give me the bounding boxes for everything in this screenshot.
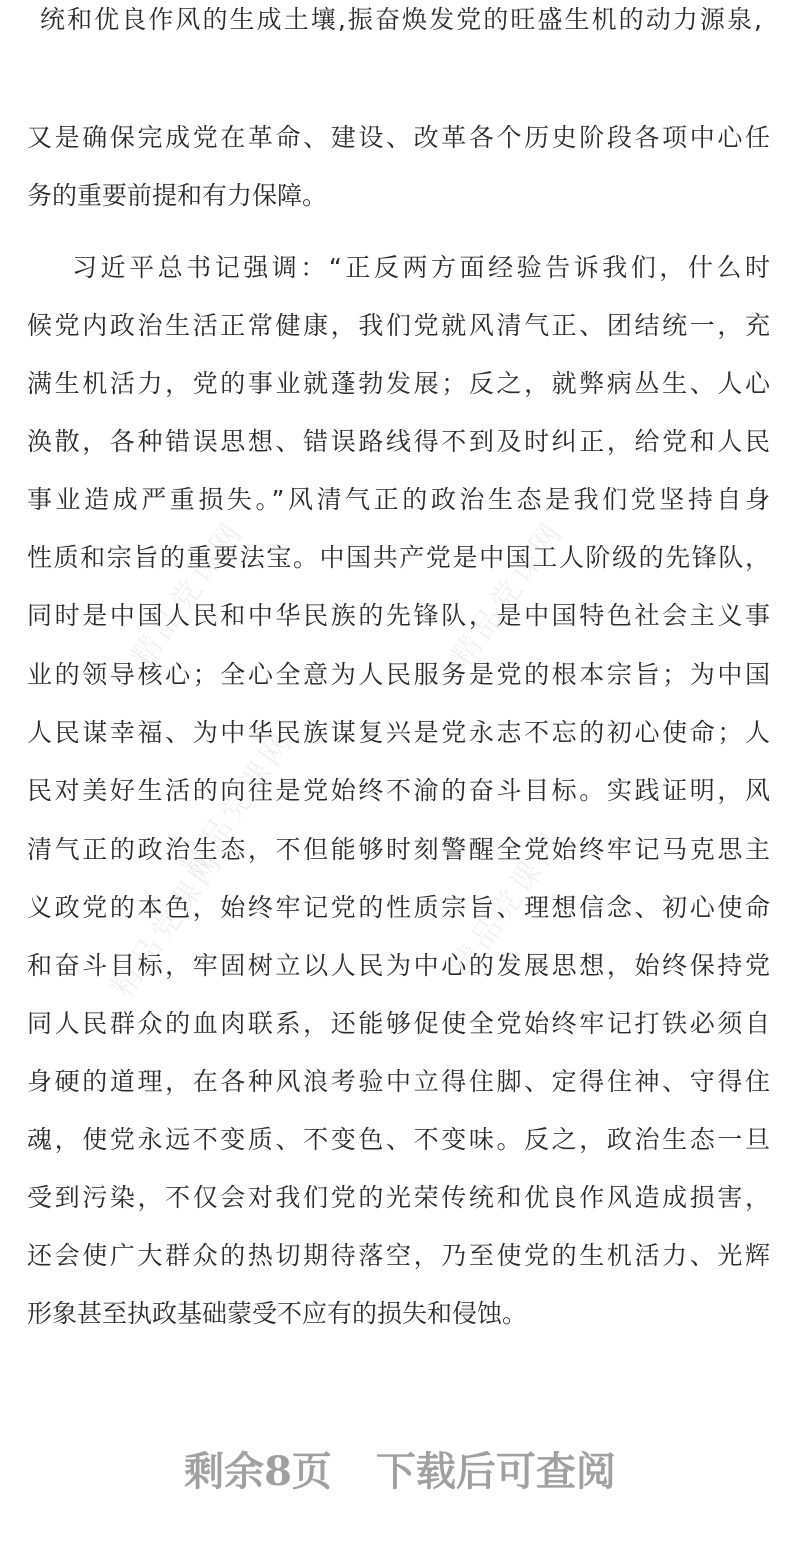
text-line: 务的重要前提和有力保障。 bbox=[27, 181, 328, 210]
text-line: 同人民群众的血肉联系，还能够促使全党始终牢记打铁必须自 bbox=[27, 1009, 770, 1038]
download-to-view-label: 下载后可查阅 bbox=[375, 1448, 616, 1495]
text-line: 性质和宗旨的重要法宝。中国共产党是中国工人阶级的先锋队， bbox=[27, 543, 770, 572]
text-line: 和奋斗目标，牢固树立以人民为中心的发展思想，始终保持党 bbox=[27, 951, 770, 980]
text-line: 形象甚至执政基础蒙受不应有的损失和侵蚀。 bbox=[27, 1299, 528, 1328]
download-prompt[interactable] bbox=[0, 1440, 800, 1497]
text-line: 统和优良作风的生成土壤,振奋焕发党的旺盛生机的动力源泉, bbox=[40, 5, 762, 34]
text-line: 候党内政治生活正常健康，我们党就风清气正、团结统一，充 bbox=[27, 311, 770, 340]
text-line: 人民谋幸福、为中华民族谋复兴是党永志不忘的初心使命；人 bbox=[27, 718, 770, 747]
text-line: 事业造成严重损失。”风清气正的政治生态是我们党坚持自身 bbox=[27, 485, 770, 514]
watermark: 精品党课网 bbox=[444, 514, 571, 674]
watermark: 精品党课网 bbox=[174, 724, 301, 884]
text-line: 身硬的道理，在各种风浪考验中立得住脚、定得住神、守得住 bbox=[27, 1067, 770, 1096]
text-line: 义政党的本色，始终牢记党的性质宗旨、理想信念、初心使命 bbox=[27, 893, 770, 922]
watermark: 精品党课网 bbox=[444, 824, 571, 984]
text-line: 受到污染，不仅会对我们党的光荣传统和优良作风造成损害， bbox=[27, 1183, 770, 1212]
text-line: 清气正的政治生态，不但能够时刻警醒全党始终牢记马克思主 bbox=[27, 835, 770, 864]
text-line: 业的领导核心；全心全意为人民服务是党的根本宗旨；为中国 bbox=[27, 660, 770, 689]
text-line: 魂，使党永远不变质、不变色、不变味。反之，政治生态一旦 bbox=[27, 1125, 770, 1154]
text-line: 又是确保完成党在革命、建设、改革各个历史阶段各项中心任 bbox=[27, 123, 770, 152]
text-line: 涣散，各种错误思想、错误路线得不到及时纠正，给党和人民 bbox=[27, 427, 770, 456]
text-line: 民对美好生活的向往是党始终不渝的奋斗目标。实践证明，风 bbox=[27, 776, 770, 805]
text-line: 习近平总书记强调：“正反两方面经验告诉我们，什么时 bbox=[72, 253, 770, 282]
remaining-pages-label: 剩余8页 bbox=[184, 1448, 332, 1495]
text-line: 还会使广大群众的热切期待落空，乃至使党的生机活力、光辉 bbox=[27, 1241, 770, 1270]
text-line: 满生机活力，党的事业就蓬勃发展；反之，就弊病丛生、人心 bbox=[27, 369, 770, 398]
watermark: 精品党课网 bbox=[104, 844, 231, 1004]
text-line: 同时是中国人民和中华民族的先锋队，是中国特色社会主义事 bbox=[27, 601, 770, 630]
watermark: 精品党课网 bbox=[124, 514, 251, 674]
